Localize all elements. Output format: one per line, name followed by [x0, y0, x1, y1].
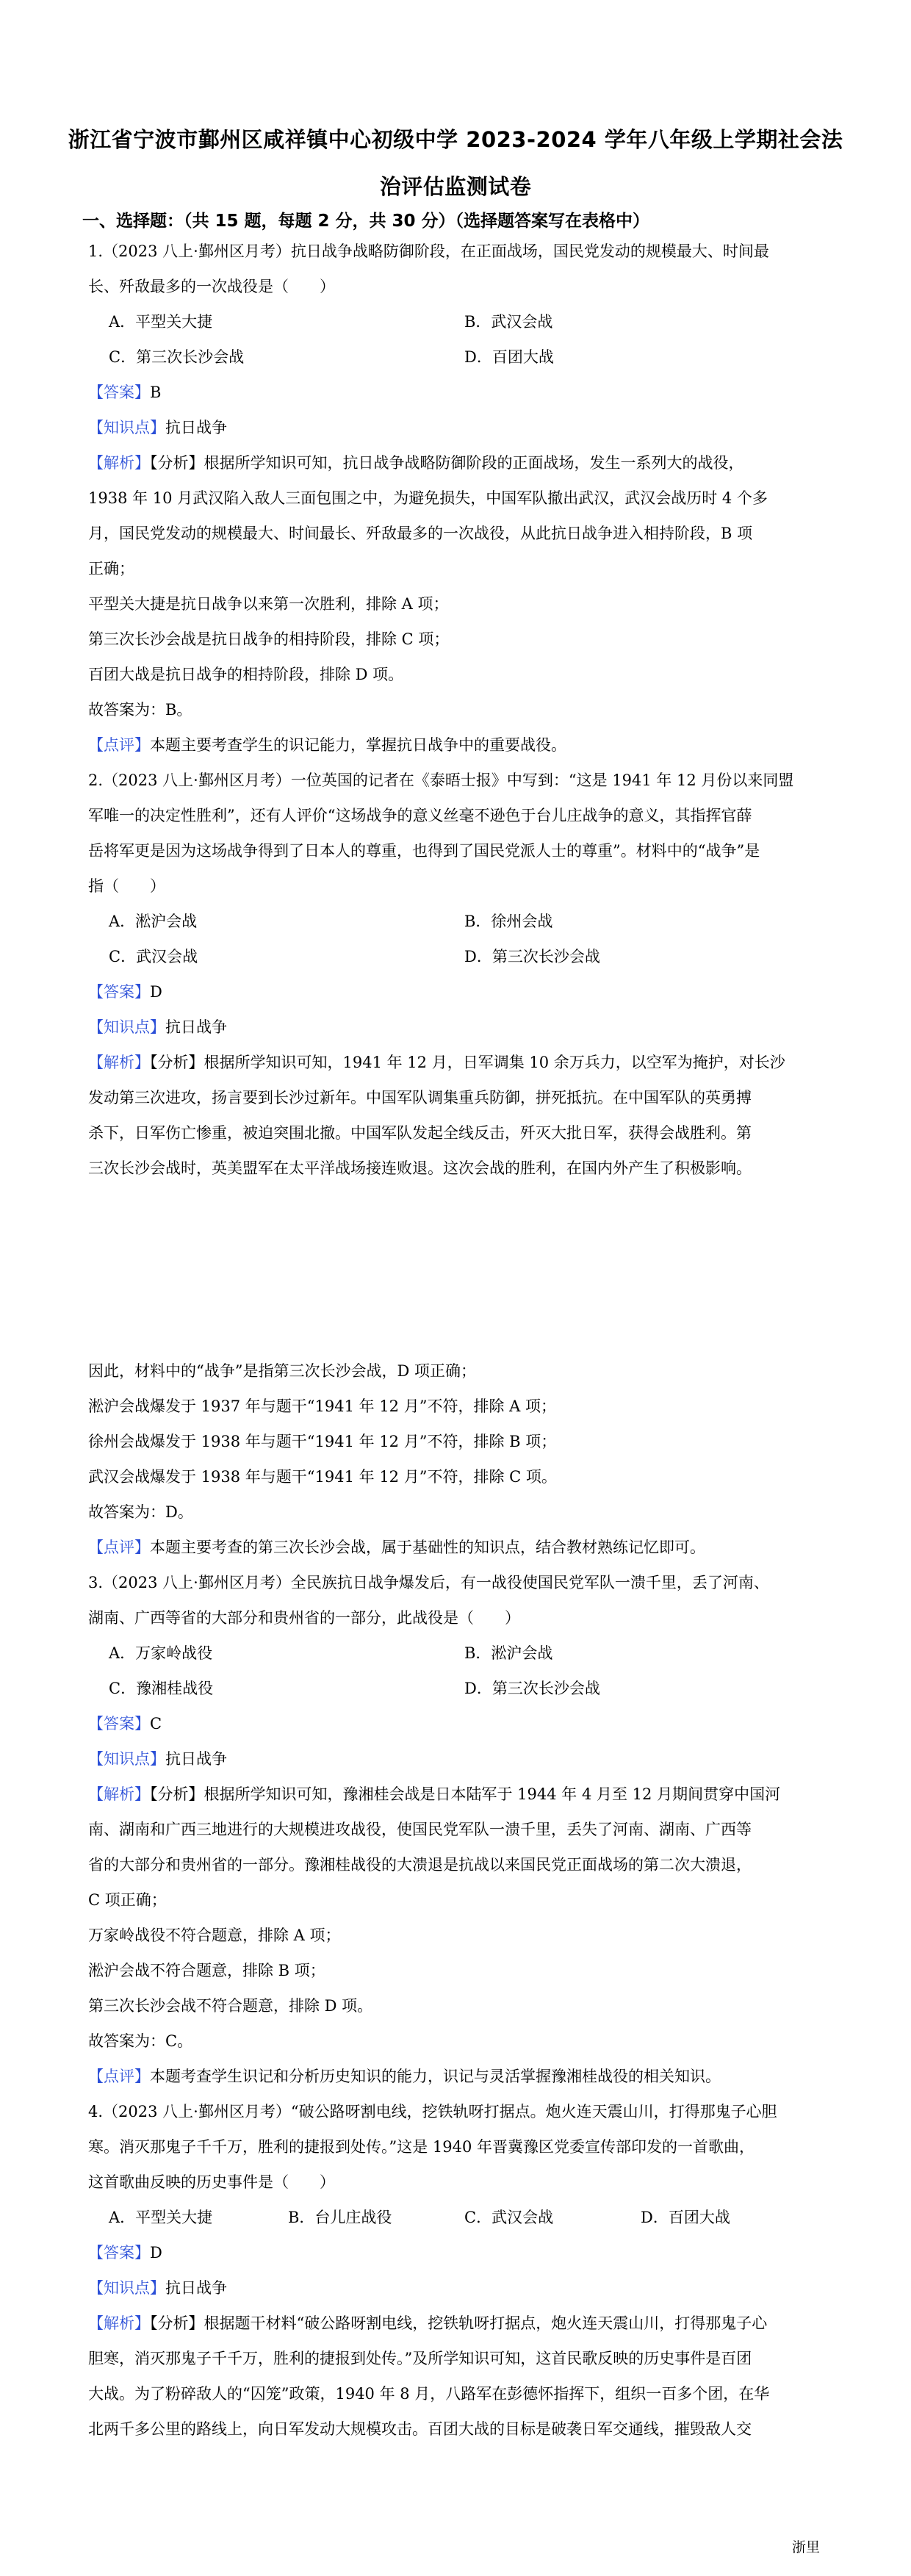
exam-title-line1: 浙江省宁波市鄞州区咸祥镇中心初级中学 2023-2024 学年八年级上学期社会法 [68, 127, 843, 152]
q1-analysis-2: 1938 年 10 月武汉陷入敌人三面包围之中，为避免损失，中国军队撤出武汉，武汉会战历时 4 个多 [88, 489, 768, 507]
q1-analysis-4: 正确； [88, 560, 134, 578]
q1-analysis-6: 第三次长沙会战是抗日战争的相持阶段，排除 C 项； [88, 630, 450, 648]
q3-option-c: C．豫湘桂战役 [109, 1680, 214, 1697]
knowledge-label: 【知识点】 [88, 1018, 165, 1036]
q3-comment [88, 2065, 721, 2087]
q2-knowledge [88, 1015, 227, 1037]
q2-analysis-2: 发动第三次进攻，扬言要到长沙过新年。中国军队调集重兵防御，拼死抵抗。在中国军队的英勇搏 [88, 1089, 752, 1107]
q3-analysis-2: 南、湖南和广西三地进行的大规模进攻战役，使国民党军队一溃千里，丢失了河南、湖南、广西等 [88, 1821, 752, 1838]
q4-knowledge-value: 抗日战争 [165, 2279, 227, 2297]
knowledge-label: 【知识点】 [88, 1750, 165, 1768]
q1-analysis-1 [88, 451, 744, 473]
q1-answer [88, 381, 161, 403]
q3-analysis-4: C 项正确； [88, 1891, 167, 1909]
analysis-label: 【解析】 [88, 1054, 150, 1071]
q2-stem-2: 军唯一的决定性胜利”，还有人评价“这场战争的意义丝毫不逊色于台儿庄战争的意义，其指挥官薛 [88, 807, 752, 824]
q1-analysis-text-1: 【分析】根据所学知识可知，抗日战争战略防御阶段的正面战场，发生一系列大的战役， [150, 454, 744, 472]
q1-analysis-5: 平型关大捷是抗日战争以来第一次胜利，排除 A 项； [88, 595, 449, 613]
q1-knowledge-value: 抗日战争 [165, 419, 227, 436]
q3-answer [88, 1712, 162, 1734]
q2-analysis-8: 武汉会战爆发于 1938 年与题干“1941 年 12 月”不符，排除 C 项。 [88, 1468, 557, 1486]
q1-stem-2: 长、歼敌最多的一次战役是（ ） [88, 278, 335, 295]
q2-option-a: A．淞沪会战 [109, 913, 198, 930]
q4-analysis-text-1: 【分析】根据题干材料“破公路呀割电线，挖铁轨呀打据点，炮火连天震山川，打得那鬼子心 [150, 2314, 768, 2332]
q2-analysis-6: 淞沪会战爆发于 1937 年与题干“1941 年 12 月”不符，排除 A 项； [88, 1397, 556, 1415]
q3-analysis-6: 淞沪会战不符合题意，排除 B 项； [88, 1962, 325, 1979]
q2-analysis-9: 故答案为：D。 [88, 1503, 193, 1521]
q3-answer-value: C [150, 1715, 162, 1733]
q2-answer-value: D [150, 983, 162, 1001]
q2-stem-3: 岳将军更是因为这场战争得到了日本人的尊重，也得到了国民党派人士的尊重”。材料中的“战争”是 [88, 842, 760, 860]
analysis-label: 【解析】 [88, 1785, 150, 1803]
q2-analysis-7: 徐州会战爆发于 1938 年与题干“1941 年 12 月”不符，排除 B 项； [88, 1433, 557, 1450]
knowledge-label: 【知识点】 [88, 419, 165, 436]
q3-option-d: D．第三次长沙会战 [464, 1680, 600, 1697]
q1-option-b: B．武汉会战 [464, 313, 553, 331]
q2-stem-4: 指（ ） [88, 877, 165, 895]
q4-knowledge [88, 2276, 227, 2298]
q3-analysis-3: 省的大部分和贵州省的一部分。豫湘桂战役的大溃退是抗战以来国民党正面战场的第二次大溃退， [88, 1856, 752, 1874]
comment-label: 【点评】 [88, 736, 150, 754]
q1-option-c: C．第三次长沙会战 [109, 348, 245, 366]
q2-analysis-4: 三次长沙会战时，英美盟军在太平洋战场接连败退。这次会战的胜利，在国内外产生了积极影响。 [88, 1159, 752, 1177]
q4-analysis-2: 胆寒，消灭那鬼子千千万，胜利的捷报到处传。”及所学知识可知，这首民歌反映的历史事件是百团 [88, 2350, 752, 2367]
q2-comment-text: 本题主要考查的第三次长沙会战，属于基础性的知识点，结合教材熟练记忆即可。 [150, 1539, 705, 1556]
q3-analysis-7: 第三次长沙会战不符合题意，排除 D 项。 [88, 1997, 373, 2015]
q4-option-a: A．平型关大捷 [109, 2209, 213, 2226]
q1-comment-text: 本题主要考查学生的识记能力，掌握抗日战争中的重要战役。 [150, 736, 566, 754]
q4-analysis-4: 北两千多公里的路线上，向日军发动大规模攻击。百团大战的目标是破袭日军交通线，摧毁敌人交 [88, 2420, 752, 2438]
q4-analysis-3: 大战。为了粉碎敌人的“囚笼”政策，1940 年 8 月，八路军在彭德怀指挥下，组织一百多个团，在华 [88, 2385, 770, 2403]
q2-analysis-3: 杀下，日军伤亡惨重，被迫突围北撤。中国军队发起全线反击，歼灭大批日军，获得会战胜利。第 [88, 1124, 752, 1142]
q3-option-a: A．万家岭战役 [109, 1644, 213, 1662]
analysis-label: 【解析】 [88, 2314, 150, 2332]
knowledge-label: 【知识点】 [88, 2279, 165, 2297]
q2-knowledge-value: 抗日战争 [165, 1018, 227, 1036]
q3-knowledge [88, 1747, 227, 1769]
q2-option-b: B．徐州会战 [464, 913, 553, 930]
q2-analysis-text-1: 【分析】根据所学知识可知，1941 年 12 月，日军调集 10 余万兵力，以空军为掩护，对长沙 [150, 1054, 785, 1071]
q3-analysis-5: 万家岭战役不符合题意，排除 A 项； [88, 1926, 341, 1944]
q1-knowledge [88, 416, 227, 438]
answer-label: 【答案】 [88, 983, 150, 1001]
q3-comment-text: 本题考查学生识记和分析历史知识的能力，识记与灵活掌握豫湘桂战役的相关知识。 [150, 2068, 721, 2085]
q3-knowledge-value: 抗日战争 [165, 1750, 227, 1768]
analysis-label: 【解析】 [88, 454, 150, 472]
q4-answer-value: D [150, 2244, 162, 2262]
q2-analysis-5: 因此，材料中的“战争”是指第三次长沙会战，D 项正确； [88, 1362, 476, 1380]
q1-answer-value: B [150, 384, 162, 401]
q1-analysis-7: 百团大战是抗日战争的相持阶段，排除 D 项。 [88, 666, 404, 683]
q3-stem-2: 湖南、广西等省的大部分和贵州省的一部分，此战役是（ ） [88, 1609, 520, 1627]
q4-stem-3: 这首歌曲反映的历史事件是（ ） [88, 2173, 335, 2191]
q1-option-d: D．百团大战 [464, 348, 554, 366]
q1-analysis-3: 月，国民党发动的规模最大、时间最长、歼敌最多的一次战役，从此抗日战争进入相持阶段，B 项 [88, 525, 753, 542]
q1-analysis-8: 故答案为：B。 [88, 701, 192, 719]
q2-option-d: D．第三次长沙会战 [464, 948, 600, 965]
q2-comment [88, 1536, 705, 1558]
q4-option-d: D．百团大战 [641, 2209, 730, 2226]
q4-stem-1: 4.（2023 八上·鄞州区月考）“破公路呀割电线，挖铁轨呀打据点。炮火连天震山川，打得那鬼子心胆 [88, 2103, 777, 2120]
answer-label: 【答案】 [88, 1715, 150, 1733]
q3-analysis-text-1: 【分析】根据所学知识可知，豫湘桂会战是日本陆军于 1944 年 4 月至 12 月期间贯穿中国河 [150, 1785, 781, 1803]
exam-title-line2: 治评估监测试卷 [379, 174, 532, 199]
q4-option-c: C．武汉会战 [464, 2209, 554, 2226]
q4-option-b: B．台儿庄战役 [288, 2209, 392, 2226]
answer-label: 【答案】 [88, 384, 150, 401]
q1-comment [88, 733, 566, 755]
q4-analysis-1 [88, 2311, 767, 2334]
q3-stem-1: 3.（2023 八上·鄞州区月考）全民族抗日战争爆发后，有一战役使国民党军队一溃千里，丢了河南、 [88, 1574, 769, 1591]
q2-stem-1: 2.（2023 八上·鄞州区月考）一位英国的记者在《泰晤士报》中写到：“这是 1941 年 12 月份以来同盟 [88, 771, 794, 789]
q1-stem-1: 1.（2023 八上·鄞州区月考）抗日战争战略防御阶段，在正面战场，国民党发动的规模最大、时间最 [88, 242, 769, 260]
q1-option-a: A．平型关大捷 [109, 313, 213, 331]
comment-label: 【点评】 [88, 2068, 150, 2085]
answer-label: 【答案】 [88, 2244, 150, 2262]
page-footer: 浙里 [791, 2539, 820, 2555]
q3-analysis-8: 故答案为：C。 [88, 2032, 193, 2050]
q4-answer [88, 2241, 162, 2263]
q2-answer [88, 980, 162, 1002]
section-heading: 一、选择题：（共 15 题，每题 2 分，共 30 分）（选择题答案写在表格中） [82, 212, 650, 231]
q2-analysis-1 [88, 1051, 785, 1073]
q2-option-c: C．武汉会战 [109, 948, 198, 965]
q3-analysis-1 [88, 1782, 780, 1805]
q3-option-b: B．淞沪会战 [464, 1644, 553, 1662]
comment-label: 【点评】 [88, 1539, 150, 1556]
q4-stem-2: 寒。消灭那鬼子千千万，胜利的捷报到处传。”这是 1940 年晋冀豫区党委宣传部印发的一首歌曲， [88, 2138, 755, 2156]
